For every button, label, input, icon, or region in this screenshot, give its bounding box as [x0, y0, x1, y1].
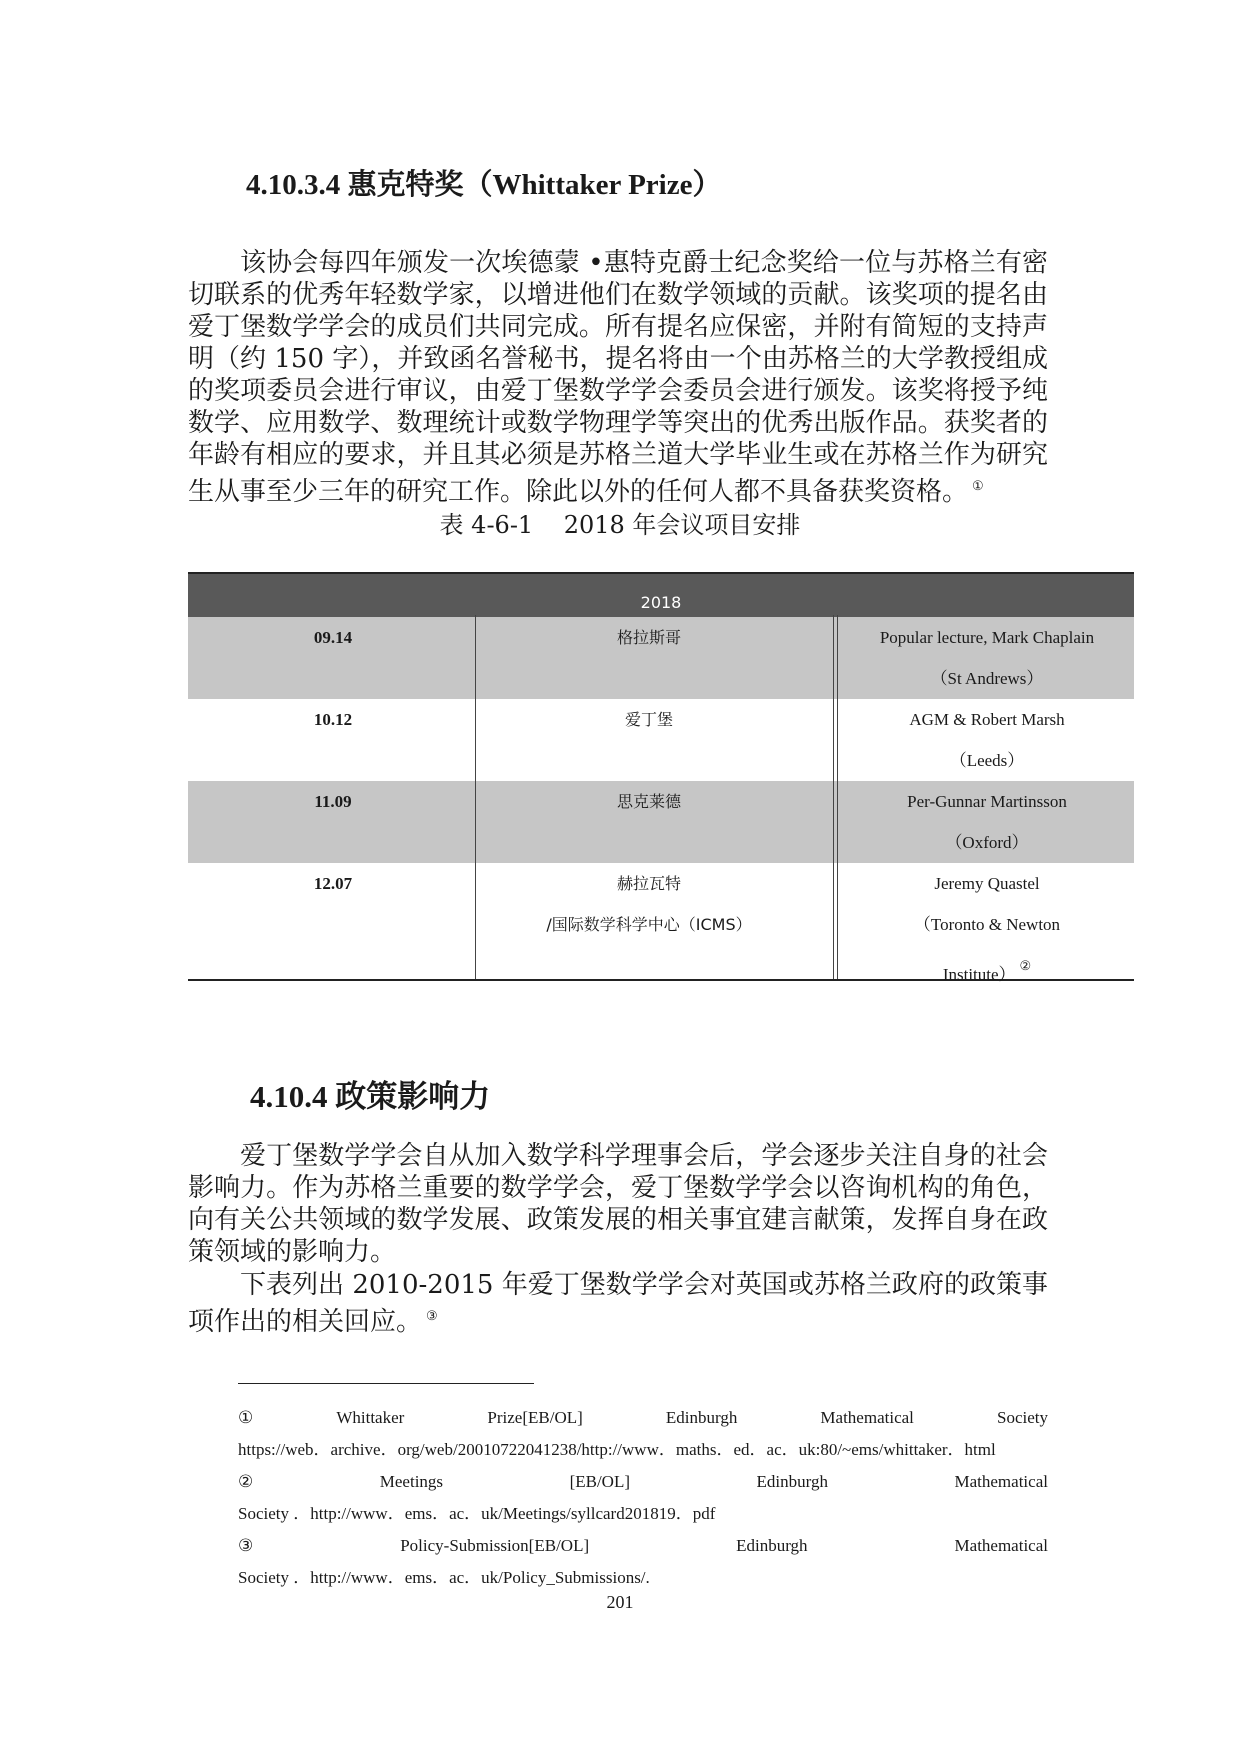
table-header-year: 2018	[640, 593, 682, 612]
meeting-speaker: Popular lecture, Mark Chaplain （St Andrews）	[879, 628, 1095, 688]
footnote-ref-1[interactable]: ①	[972, 479, 984, 494]
footnote-1	[238, 1402, 1048, 1466]
meeting-date: 10.12	[313, 710, 353, 729]
table-row	[188, 617, 1134, 699]
meeting-place: 爱丁堡	[624, 710, 673, 729]
meeting-date: 09.14	[313, 628, 353, 647]
meeting-place: 格拉斯哥	[616, 628, 681, 647]
table-row	[188, 781, 1134, 863]
meeting-date: 12.07	[313, 874, 353, 893]
table-row	[188, 699, 1134, 781]
subsection-heading: 4.10.3.4 惠克特奖（Whittaker Prize）	[246, 169, 722, 201]
meeting-speaker: Jeremy Quastel （Toronto & Newton Institute） ②	[913, 874, 1061, 984]
table-column-divider	[833, 615, 834, 979]
footnote-citation: ② Meetings [EB/OL] Edinburgh Mathematical	[238, 1472, 1048, 1491]
footnote-ref-3[interactable]: ③	[426, 1309, 438, 1324]
policy-table-intro	[188, 1269, 1048, 1338]
table-row	[188, 863, 1134, 984]
meeting-date: 11.09	[314, 792, 352, 811]
footnote-separator	[238, 1383, 534, 1384]
table-header-row	[188, 572, 1134, 617]
footnote-3	[238, 1530, 1048, 1594]
footnote-url[interactable]: Society ．http://www．ems．ac．uk/Policy_Submissions/.	[238, 1568, 650, 1587]
footnote-2	[238, 1466, 1048, 1530]
table-caption: 表 4-6-1 2018 年会议项目安排	[439, 511, 801, 539]
meeting-speaker: AGM & Robert Marsh （Leeds）	[909, 710, 1065, 770]
whittaker-paragraph	[188, 247, 1048, 508]
meeting-speaker: Per-Gunnar Martinsson （Oxford）	[907, 792, 1067, 852]
footnote-citation: ① Whittaker Prize[EB/OL] Edinburgh Mathematical Society	[238, 1408, 1048, 1427]
meeting-place: 思克莱德	[616, 792, 681, 811]
page-number: 201	[606, 1592, 634, 1612]
footnote-citation: ③ Policy-Submission[EB/OL] Edinburgh Mathematical	[238, 1536, 1048, 1555]
footnote-url[interactable]: Society ．http://www．ems．ac．uk/Meetings/syllcard201819．pdf	[238, 1504, 716, 1523]
policy-table-intro-text: 下表列出 2010-2015 年爱丁堡数学学会对英国或苏格兰政府的政策事项作出的相关回应。	[188, 1270, 1048, 1337]
table-column-divider	[837, 615, 838, 979]
meeting-place: 赫拉瓦特 /国际数学科学中心（ICMS）	[546, 874, 752, 934]
table-column-divider	[475, 615, 476, 979]
meeting-schedule-table	[188, 572, 1134, 984]
policy-paragraph: 爱丁堡数学学会自从加入数学科学理事会后，学会逐步关注自身的社会影响力。作为苏格兰重要的数学学会，爱丁堡数学学会以咨询机构的角色，向有关公共领域的数学发展、政策发展的相关事宜建言献策，发挥自身在政策领域的影响力。	[188, 1141, 1048, 1267]
footnote-ref-2[interactable]: ②	[1019, 958, 1032, 973]
whittaker-paragraph-text: 该协会每四年颁发一次埃德蒙 •惠特克爵士纪念奖给一位与苏格兰有密切联系的优秀年轻数学家，以增进他们在数学领域的贡献。该奖项的提名由爱丁堡数学学会的成员们共同完成。所有提名应保密，并附有简短的支持声明（约 150 字），并致函名誉秘书，提名将由一个由苏格兰的大学教授组成的奖项委员会进行审议，由爱丁堡数学学会委员会进行颁发。该奖将授予纯数学、应用数学、数理统计或数学物理学等突出的优秀出版作品。获奖者的年龄有相应的要求，并且其必须是苏格兰道大学毕业生或在苏格兰作为研究生从事至少三年的研究工作。除此以外的任何人都不具备获奖资格。	[188, 248, 1048, 507]
footnote-url[interactable]: https://web．archive．org/web/20010722041238/http://www．maths．ed．ac．uk:80/~ems/whittaker．html	[238, 1440, 996, 1459]
section-heading: 4.10.4 政策影响力	[250, 1079, 491, 1114]
